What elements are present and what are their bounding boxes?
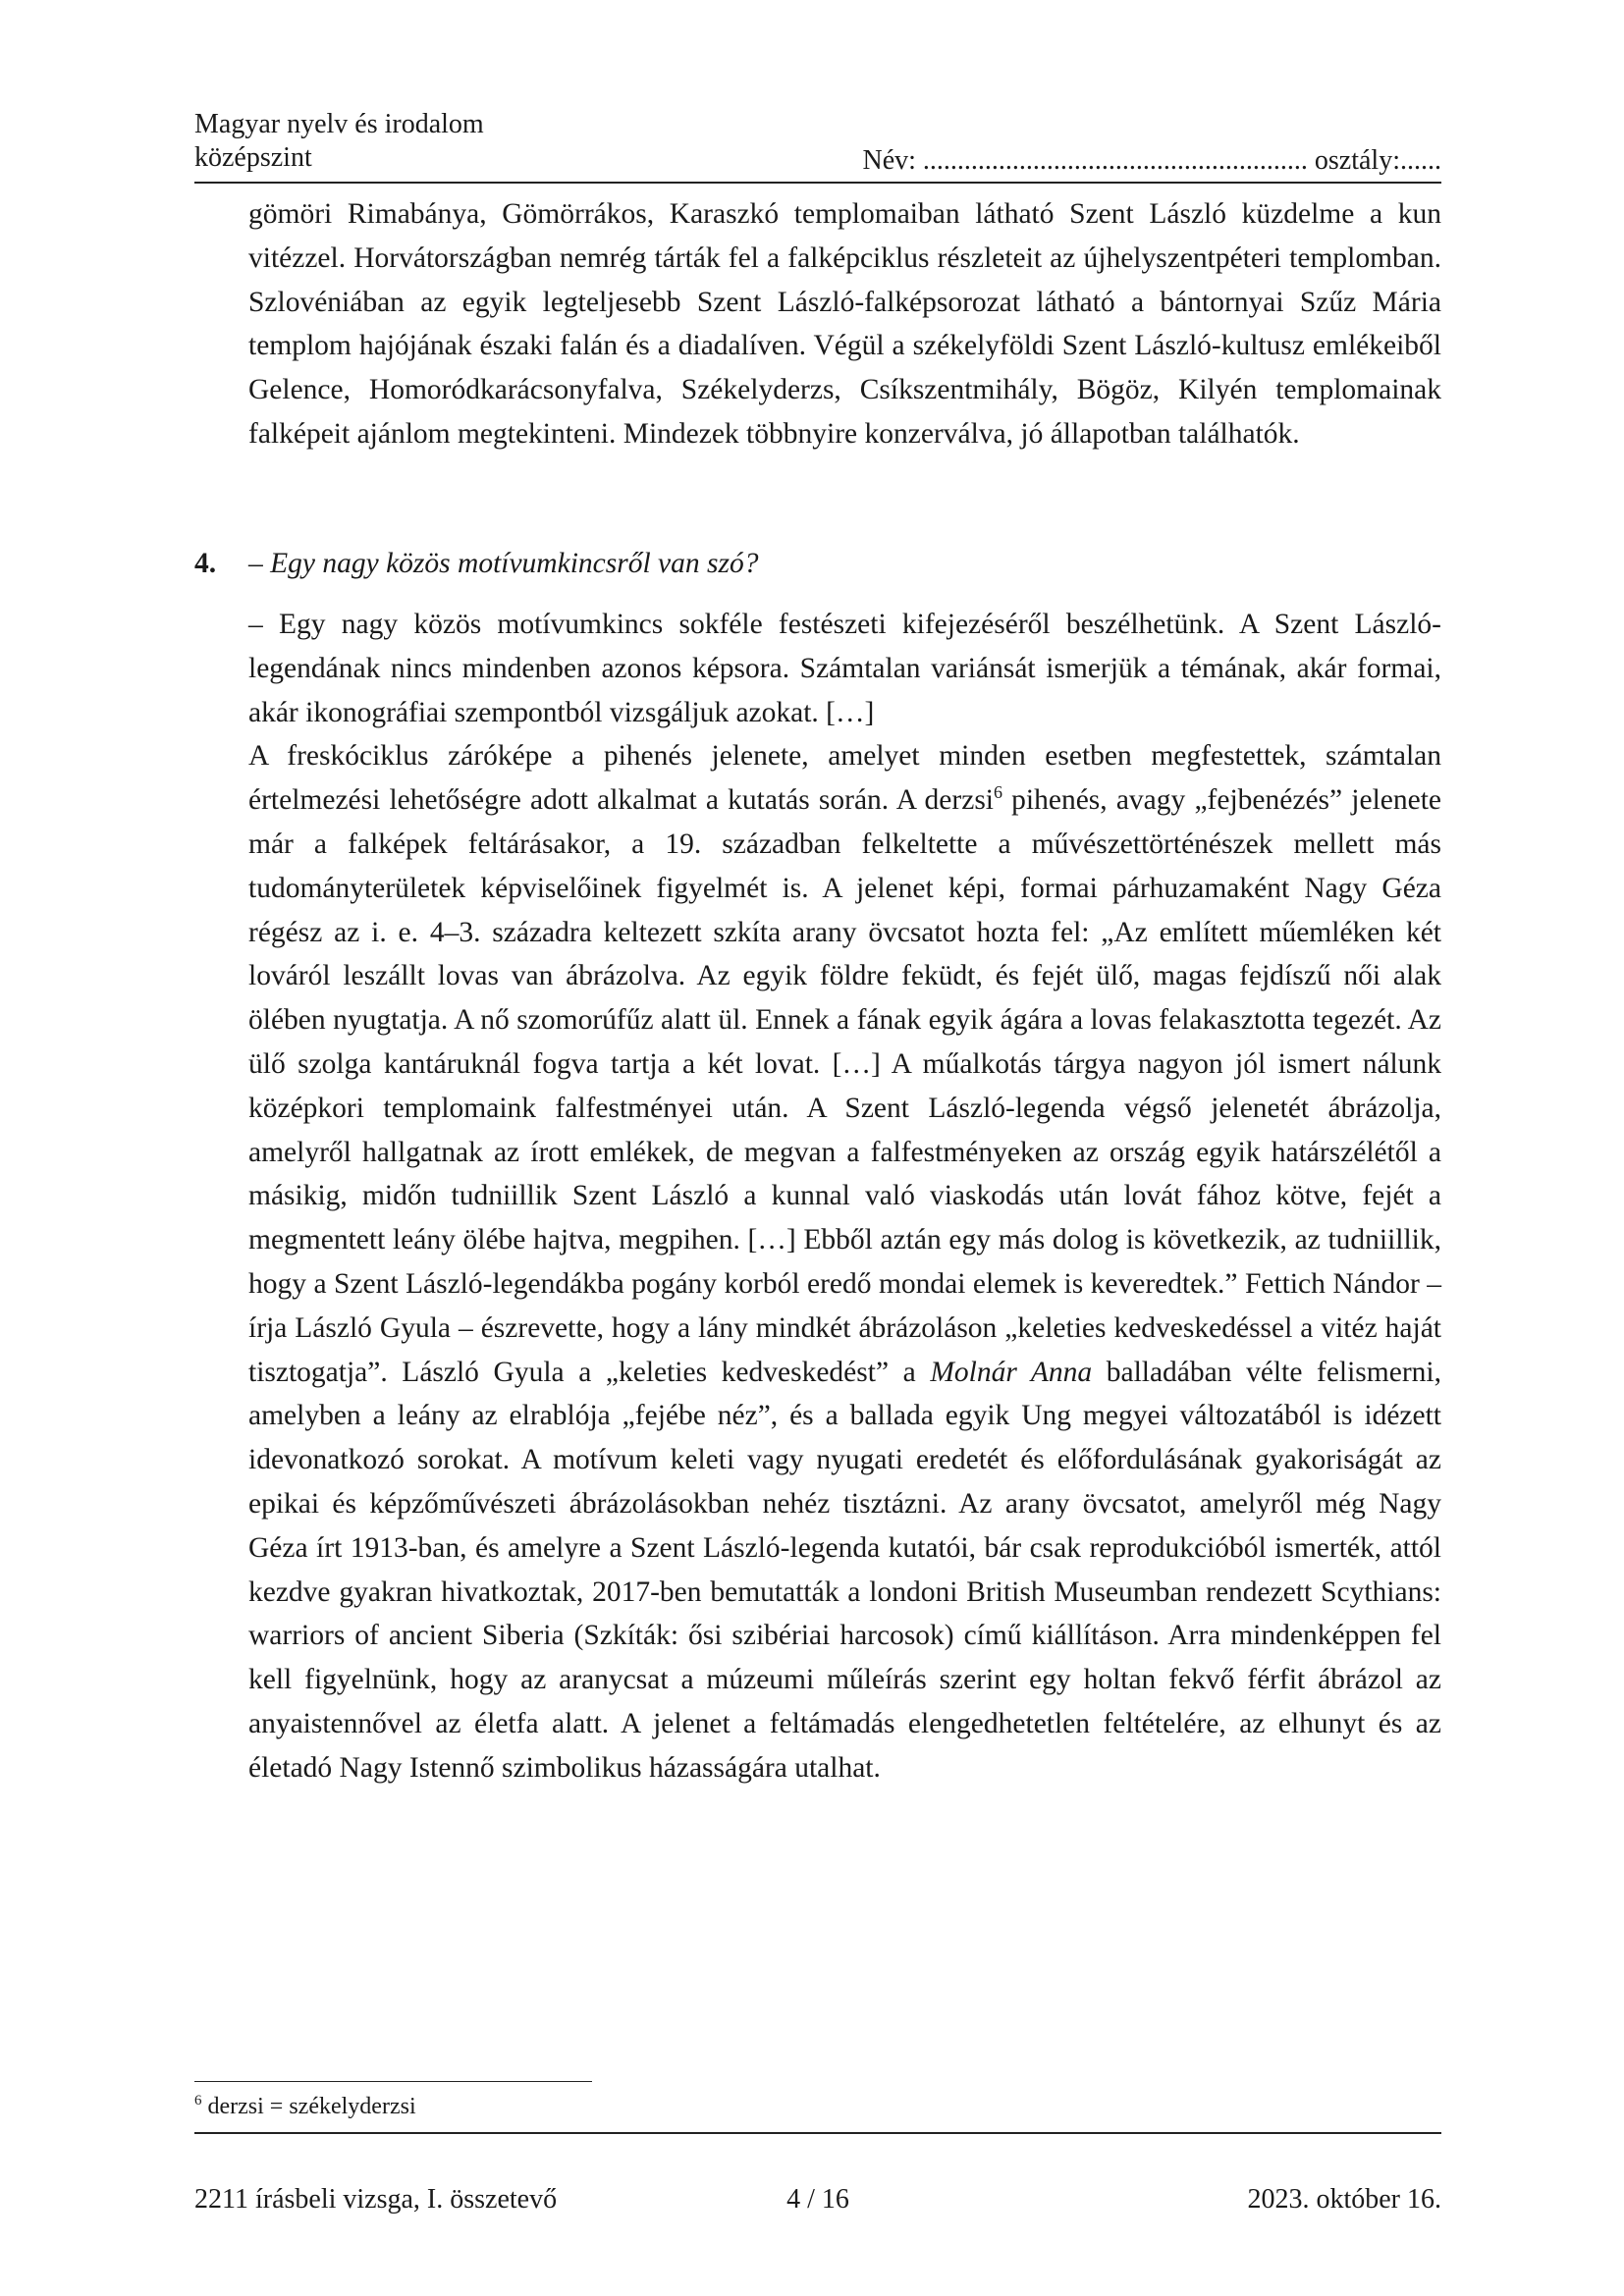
- answer-text-a: A freskóciklus záróképe a pihenés jelenete, amelyet minden esetben megfestettek, számtalan értelmezési lehetőségre adott alkalmat a kutatás során. A derzsi: [248, 740, 1441, 817]
- question-number: 4.: [194, 548, 217, 579]
- footnote-marker: 6: [194, 2093, 202, 2109]
- question-text: – Egy nagy közös motívumkincsről van szó?: [248, 548, 759, 579]
- footnote-text: derzsi = székelyderzsi: [201, 2094, 416, 2119]
- subject-title: [194, 108, 484, 175]
- footnote-reference: 6: [994, 782, 1002, 803]
- subject-line-1: Magyar nyelv és irodalom: [194, 109, 484, 139]
- answer-text-c: balladában vélte felismerni, amelyben a leány az elrablója „fejébe néz”, és a ballada egyik Ung megyei változatából is idézett idevonatkozó sorokat. A motívum keleti vagy nyugati eredetét és előfordulásának gyakoriságát az epikai és képzőművészeti ábrázolásokban nehéz tisztázni. Az arany övcsatot, amelyről még Nagy Géza írt 1913-ban, és amelyre a Szent László-legenda kutatói, bár csak reprodukcióból ismerték, attól kezdve gyakran hivatkoztak, 2017-ben bemutatták a londoni British Museumban rendezett Scythians: warriors of ancient Siberia (Szkíták: ősi szibériai harcosok) című kiállításon. Arra mindenképpen fel kell figyelnünk, hogy az aranycsat a múzeumi műleírás szerint egy holtan fekvő férfit ábrázol az anyaistennővel az életfa alatt. A jelenet a feltámadás elengedhetetlen feltételére, az elhunyt és az életadó Nagy Istennő szimbolikus házasságára utalhat.: [248, 1356, 1441, 1784]
- page-header: [194, 108, 1441, 183]
- answer-paragraph-1: – Egy nagy közös motívumkincs sokféle festészeti kifejezéséről beszélhetünk. A Szent László-legendának nincs mindenben azonos képsora. Számtalan variánsát ismerjük a témának, akár formai, akár ikonográfiai szempontból vizsgáljuk azokat. […]: [248, 609, 1441, 728]
- answer-body: [248, 603, 1441, 1790]
- footnote-divider: [194, 2081, 592, 2082]
- intro-text: gömöri Rimabánya, Gömörrákos, Karaszkó templomaiban látható Szent László küzdelme a kun vitézzel. Horvátországban nemrég tárták fel a falképciklus részleteit az újhelyszentpéteri templomban. Szlovéniában az egyik legteljesebb Szent László-falképsorozat látható a bántornyai Szűz Mária templom hajójának északi falán és a diadalíven. Végül a székelyföldi Szent László-kultusz emlékeiből Gelence, Homoródkarácsonyfalva, Székelyderzs, Csíkszentmihály, Bögöz, Kilyén templomainak falképeit ajánlom megtekinteni. Mindezek többnyire konzerválva, jó állapotban találhatók.: [248, 198, 1441, 450]
- page-number: 4 / 16: [786, 2184, 849, 2215]
- subject-line-2: középszint: [194, 142, 312, 173]
- answer-paragraph-2: [248, 734, 1441, 1789]
- exam-date: 2023. október 16.: [1247, 2184, 1441, 2215]
- ballad-title: Molnár Anna: [930, 1356, 1093, 1388]
- answer-text-b: pihenés, avagy „fejbenézés” jelenete már a falképek feltárásakor, a 19. században felkeltette a művészettörténészek mellett más tudományterületek képviselőinek figyelmét is. A jelenet képi, formai párhuzamaként Nagy Géza régész az i. e. 4–3. századra keltezett szkíta arany övcsatot hozta fel: „Az említett műemléken két lováról leszállt lovas van ábrázolva. Az egyik földre feküdt, és fejét ülő, magas fejdíszű női alak ölében nyugtatja. A nő szomorúfűz alatt ül. Ennek a fának egyik ágára a lovas felakasztotta tegezét. Az ülő szolga kantáruknál fogva tartja a két lovat. […] A műalkotás tárgya nagyon jól ismert nálunk középkori templomaink falfestményei után. A Szent László-legenda végső jelenetét ábrázolja, amelyről hallgatnak az írott emlékek, de megvan a falfestményeken az ország egyik határszélétől a másikig, midőn tudniillik Szent László a kunnal való viaskodás után lovát fához kötve, fejét a megmentett leány ölébe hajtva, megpihen. […] Ebből aztán egy más dolog is következik, az tudniillik, hogy a Szent László-legendákba pogány korból eredő mondai elemek is keveredtek.” Fettich Nándor – írja László Gyula – észrevette, hogy a lány mindkét ábrázoláson „keleties kedveskedéssel a vitéz haját tisztogatja”. László Gyula a „keleties kedveskedést” a: [248, 784, 1441, 1388]
- name-class-field: Név: ........................................................ osztály:......: [862, 145, 1441, 176]
- question-heading: [194, 542, 758, 585]
- footnote: [194, 2089, 416, 2124]
- exam-id: 2211 írásbeli vizsga, I. összetevő: [194, 2184, 558, 2215]
- footer-divider: [194, 2132, 1441, 2134]
- header-divider: [194, 182, 1441, 184]
- page-footer: [194, 2184, 1441, 2223]
- intro-paragraph: [248, 192, 1441, 456]
